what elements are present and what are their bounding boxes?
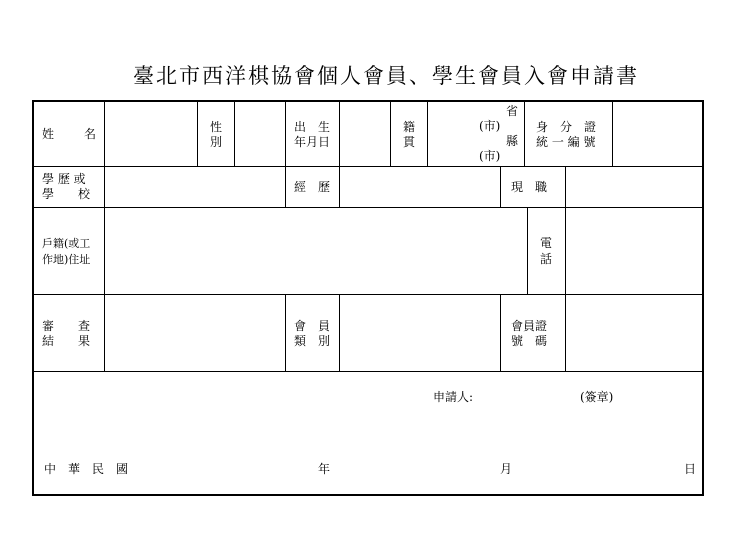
gender-label-2: 別 <box>210 135 223 149</box>
col-divider <box>527 207 528 294</box>
review-result-label-2: 結 果 <box>42 334 91 348</box>
application-form-table <box>32 100 704 496</box>
applicant-label: 申請人: <box>433 390 474 404</box>
month-label: 月 <box>500 462 513 476</box>
col-divider <box>285 294 286 371</box>
phone-label-2: 話 <box>540 252 553 266</box>
native-place-label-2: 貫 <box>403 135 416 149</box>
row-divider <box>34 371 702 372</box>
county-label: 縣 <box>506 134 519 148</box>
signature-seal-label: (簽章) <box>580 390 614 404</box>
phone-label-1: 電 <box>540 236 553 250</box>
col-divider <box>339 102 340 207</box>
day-label: 日 <box>684 462 697 476</box>
gender-label-1: 性 <box>210 120 223 134</box>
form-title: 臺北市西洋棋協會個人會員、學生會員入會申請書 <box>133 64 639 88</box>
col-divider <box>390 102 391 166</box>
col-divider <box>234 102 235 166</box>
col-divider <box>565 166 566 371</box>
roc-label: 中 華 民 國 <box>44 462 129 476</box>
current-job-label: 現 職 <box>511 180 548 194</box>
col-divider <box>500 166 501 207</box>
col-divider <box>500 294 501 371</box>
experience-label: 經 歷 <box>294 180 331 194</box>
native-place-label-1: 籍 <box>403 120 416 134</box>
education-label-2: 學 校 <box>42 187 91 201</box>
col-divider <box>104 102 105 371</box>
name-label-2: 名 <box>84 127 97 141</box>
member-number-label-1: 會員證 <box>511 319 548 333</box>
row-divider <box>34 294 702 295</box>
province-label: 省 <box>506 104 519 118</box>
birth-label-1: 出 生 <box>294 120 331 134</box>
col-divider <box>197 102 198 166</box>
col-divider <box>339 294 340 371</box>
education-label-1: 學 歷 或 <box>42 172 86 186</box>
province-city-label: (市) <box>479 119 501 133</box>
id-number-label-1: 身 分 證 <box>536 120 597 134</box>
member-type-label-1: 會 員 <box>294 319 331 333</box>
row-divider <box>34 207 702 208</box>
col-divider <box>524 102 525 166</box>
row-divider <box>34 166 702 167</box>
review-result-label-1: 審 查 <box>42 319 91 333</box>
col-divider <box>427 102 428 166</box>
address-label-1: 戶籍(或工 <box>42 237 91 250</box>
id-number-label-2: 統 一 編 號 <box>536 135 596 149</box>
member-number-label-2: 號 碼 <box>511 334 548 348</box>
col-divider <box>285 102 286 207</box>
birth-label-2: 年月日 <box>294 135 331 149</box>
name-label-1: 姓 <box>42 127 55 141</box>
member-type-label-2: 類 別 <box>294 334 331 348</box>
address-label-2: 作地)住址 <box>42 253 91 266</box>
county-city-label: (市) <box>479 149 501 163</box>
year-label: 年 <box>318 462 331 476</box>
col-divider <box>612 102 613 166</box>
